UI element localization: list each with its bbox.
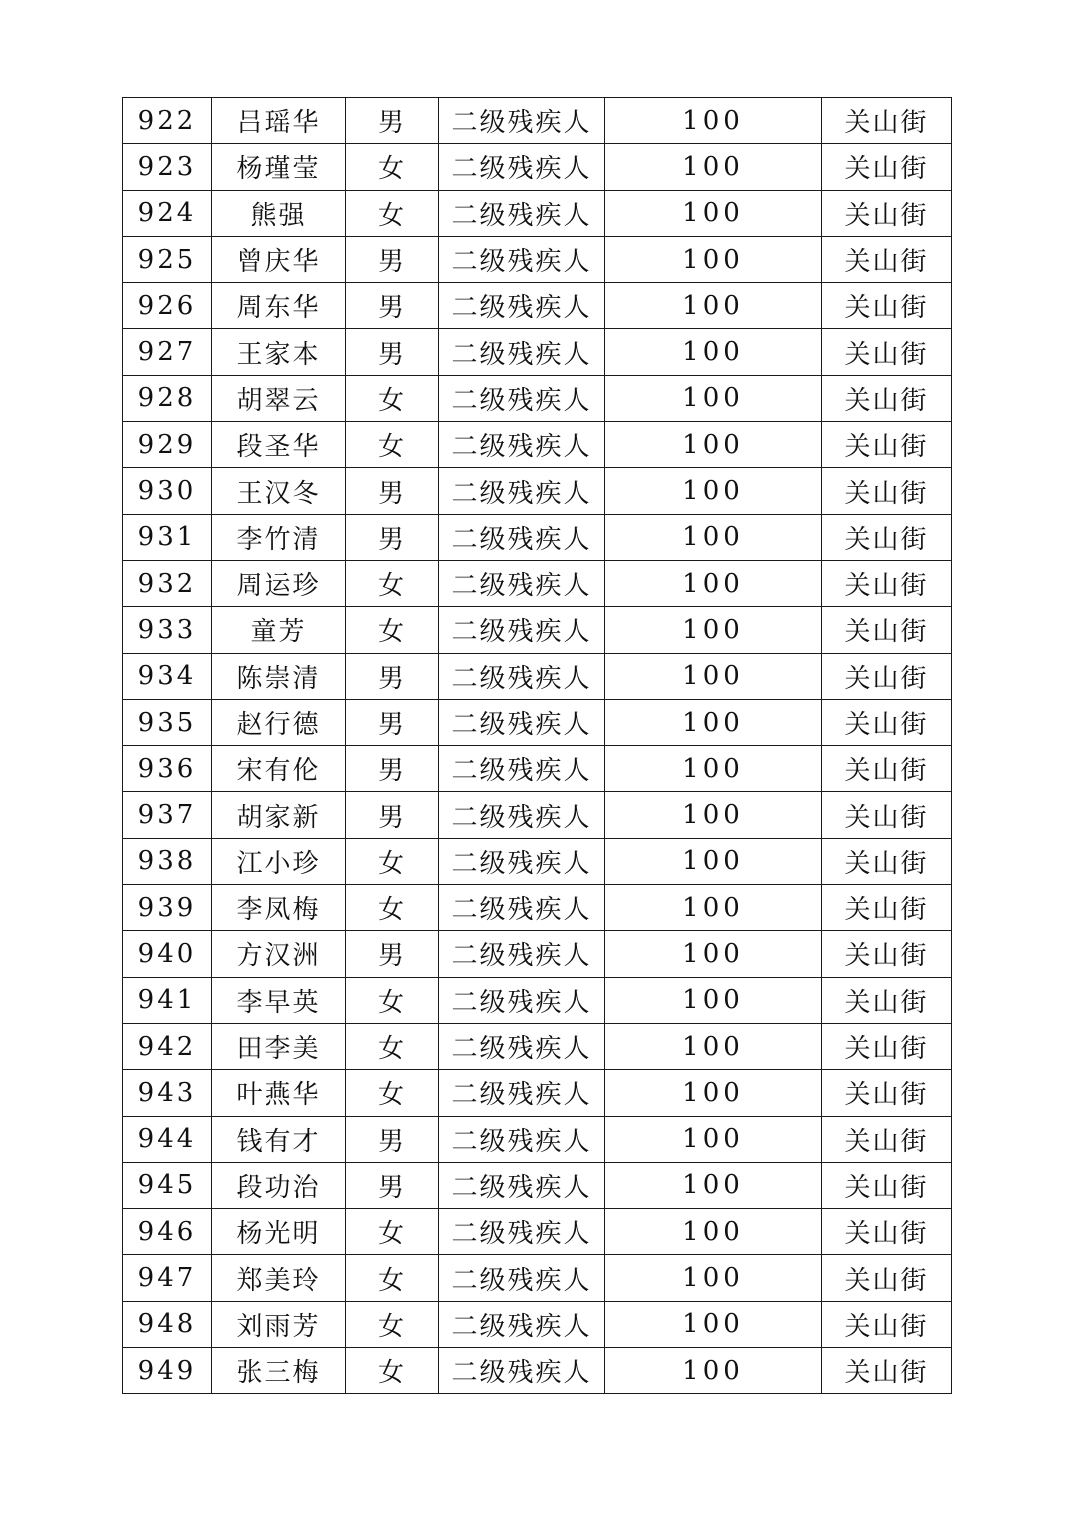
table-row [123,1301,952,1347]
cell-number: 947 [123,1255,212,1301]
cell-amount: 100 [605,236,822,282]
cell-street: 关山街 [822,144,952,190]
cell-amount: 100 [605,885,822,931]
cell-number: 925 [123,236,212,282]
cell-street: 关山街 [822,1301,952,1347]
table-row [123,422,952,468]
cell-number: 922 [123,98,212,144]
cell-category: 二级残疾人 [439,653,605,699]
cell-gender: 女 [346,144,439,190]
cell-amount: 100 [605,283,822,329]
cell-name: 童芳 [212,607,346,653]
cell-gender: 女 [346,1209,439,1255]
cell-category: 二级残疾人 [439,468,605,514]
cell-number: 932 [123,560,212,606]
cell-gender: 男 [346,653,439,699]
cell-gender: 女 [346,885,439,931]
cell-category: 二级残疾人 [439,977,605,1023]
cell-street: 关山街 [822,560,952,606]
cell-name: 刘雨芳 [212,1301,346,1347]
cell-gender: 男 [346,236,439,282]
cell-amount: 100 [605,792,822,838]
cell-category: 二级残疾人 [439,607,605,653]
cell-street: 关山街 [822,329,952,375]
cell-name: 宋有伦 [212,746,346,792]
cell-amount: 100 [605,560,822,606]
cell-street: 关山街 [822,375,952,421]
cell-street: 关山街 [822,1023,952,1069]
cell-name: 李竹清 [212,514,346,560]
cell-name: 王汉冬 [212,468,346,514]
cell-category: 二级残疾人 [439,375,605,421]
cell-street: 关山街 [822,1348,952,1394]
cell-name: 段功治 [212,1162,346,1208]
cell-street: 关山街 [822,236,952,282]
cell-category: 二级残疾人 [439,236,605,282]
cell-amount: 100 [605,838,822,884]
table-row [123,607,952,653]
cell-gender: 女 [346,375,439,421]
cell-street: 关山街 [822,653,952,699]
table-row [123,1023,952,1069]
table-row [123,885,952,931]
cell-gender: 男 [346,1116,439,1162]
cell-street: 关山街 [822,792,952,838]
cell-street: 关山街 [822,283,952,329]
cell-number: 943 [123,1070,212,1116]
cell-number: 949 [123,1348,212,1394]
cell-amount: 100 [605,1162,822,1208]
table-row [123,283,952,329]
cell-amount: 100 [605,1255,822,1301]
cell-street: 关山街 [822,422,952,468]
cell-street: 关山街 [822,514,952,560]
cell-number: 934 [123,653,212,699]
cell-name: 吕瑶华 [212,98,346,144]
cell-gender: 女 [346,1070,439,1116]
cell-category: 二级残疾人 [439,746,605,792]
cell-number: 941 [123,977,212,1023]
table-row [123,792,952,838]
cell-category: 二级残疾人 [439,1023,605,1069]
table-row [123,838,952,884]
cell-amount: 100 [605,468,822,514]
cell-gender: 男 [346,792,439,838]
cell-category: 二级残疾人 [439,1070,605,1116]
cell-amount: 100 [605,329,822,375]
cell-gender: 男 [346,329,439,375]
cell-name: 张三梅 [212,1348,346,1394]
cell-amount: 100 [605,699,822,745]
cell-number: 936 [123,746,212,792]
cell-gender: 女 [346,1255,439,1301]
cell-name: 江小珍 [212,838,346,884]
cell-gender: 男 [346,468,439,514]
table-row [123,931,952,977]
table-row [123,977,952,1023]
cell-gender: 男 [346,514,439,560]
cell-number: 929 [123,422,212,468]
cell-number: 927 [123,329,212,375]
cell-amount: 100 [605,1348,822,1394]
cell-street: 关山街 [822,1116,952,1162]
cell-street: 关山街 [822,885,952,931]
cell-gender: 女 [346,1023,439,1069]
table-row [123,375,952,421]
cell-amount: 100 [605,514,822,560]
cell-amount: 100 [605,375,822,421]
cell-number: 931 [123,514,212,560]
cell-street: 关山街 [822,1209,952,1255]
cell-street: 关山街 [822,699,952,745]
cell-amount: 100 [605,190,822,236]
table-row [123,746,952,792]
cell-gender: 女 [346,838,439,884]
cell-name: 熊强 [212,190,346,236]
cell-number: 942 [123,1023,212,1069]
table-row [123,1209,952,1255]
cell-gender: 女 [346,977,439,1023]
cell-number: 938 [123,838,212,884]
cell-name: 周运珍 [212,560,346,606]
cell-name: 郑美玲 [212,1255,346,1301]
cell-amount: 100 [605,1116,822,1162]
cell-category: 二级残疾人 [439,190,605,236]
cell-gender: 女 [346,1348,439,1394]
cell-category: 二级残疾人 [439,1255,605,1301]
cell-gender: 女 [346,422,439,468]
cell-street: 关山街 [822,1255,952,1301]
cell-name: 陈崇清 [212,653,346,699]
cell-street: 关山街 [822,746,952,792]
cell-category: 二级残疾人 [439,838,605,884]
cell-gender: 男 [346,931,439,977]
table-row [123,98,952,144]
cell-amount: 100 [605,1023,822,1069]
cell-category: 二级残疾人 [439,1348,605,1394]
cell-number: 948 [123,1301,212,1347]
cell-street: 关山街 [822,468,952,514]
cell-name: 赵行德 [212,699,346,745]
table-row [123,699,952,745]
cell-name: 李早英 [212,977,346,1023]
table-row [123,1070,952,1116]
cell-category: 二级残疾人 [439,144,605,190]
cell-category: 二级残疾人 [439,560,605,606]
cell-category: 二级残疾人 [439,422,605,468]
cell-amount: 100 [605,746,822,792]
cell-amount: 100 [605,607,822,653]
cell-name: 叶燕华 [212,1070,346,1116]
cell-number: 944 [123,1116,212,1162]
cell-gender: 女 [346,607,439,653]
table-row [123,329,952,375]
table-row [123,514,952,560]
cell-amount: 100 [605,1301,822,1347]
cell-gender: 女 [346,1301,439,1347]
cell-category: 二级残疾人 [439,1116,605,1162]
cell-number: 928 [123,375,212,421]
cell-name: 王家本 [212,329,346,375]
cell-amount: 100 [605,144,822,190]
cell-amount: 100 [605,98,822,144]
cell-name: 钱有才 [212,1116,346,1162]
cell-number: 946 [123,1209,212,1255]
cell-gender: 男 [346,98,439,144]
cell-street: 关山街 [822,931,952,977]
cell-category: 二级残疾人 [439,885,605,931]
cell-name: 胡家新 [212,792,346,838]
cell-gender: 男 [346,1162,439,1208]
cell-amount: 100 [605,1070,822,1116]
cell-number: 926 [123,283,212,329]
cell-name: 曾庆华 [212,236,346,282]
cell-name: 方汉洲 [212,931,346,977]
cell-name: 李凤梅 [212,885,346,931]
cell-street: 关山街 [822,607,952,653]
cell-category: 二级残疾人 [439,1209,605,1255]
cell-gender: 男 [346,283,439,329]
cell-name: 段圣华 [212,422,346,468]
cell-category: 二级残疾人 [439,699,605,745]
cell-name: 周东华 [212,283,346,329]
cell-amount: 100 [605,931,822,977]
cell-category: 二级残疾人 [439,1162,605,1208]
cell-name: 胡翠云 [212,375,346,421]
cell-number: 935 [123,699,212,745]
cell-number: 937 [123,792,212,838]
cell-category: 二级残疾人 [439,329,605,375]
cell-name: 杨瑾莹 [212,144,346,190]
table-row [123,1255,952,1301]
recipients-table [122,97,952,1394]
cell-gender: 男 [346,746,439,792]
cell-name: 杨光明 [212,1209,346,1255]
cell-amount: 100 [605,422,822,468]
cell-street: 关山街 [822,190,952,236]
cell-name: 田李美 [212,1023,346,1069]
cell-street: 关山街 [822,977,952,1023]
cell-gender: 女 [346,190,439,236]
cell-category: 二级残疾人 [439,792,605,838]
cell-number: 933 [123,607,212,653]
cell-number: 924 [123,190,212,236]
cell-category: 二级残疾人 [439,931,605,977]
table-row [123,468,952,514]
table-row [123,236,952,282]
cell-number: 930 [123,468,212,514]
cell-category: 二级残疾人 [439,1301,605,1347]
table-row [123,144,952,190]
cell-number: 939 [123,885,212,931]
cell-gender: 男 [346,699,439,745]
cell-category: 二级残疾人 [439,514,605,560]
cell-gender: 女 [346,560,439,606]
cell-category: 二级残疾人 [439,98,605,144]
table-row [123,190,952,236]
table-row [123,1116,952,1162]
cell-amount: 100 [605,653,822,699]
cell-street: 关山街 [822,1070,952,1116]
table-row [123,560,952,606]
cell-amount: 100 [605,977,822,1023]
table-row [123,653,952,699]
cell-number: 923 [123,144,212,190]
table-row [123,1162,952,1208]
table-row [123,1348,952,1394]
cell-number: 940 [123,931,212,977]
cell-amount: 100 [605,1209,822,1255]
cell-category: 二级残疾人 [439,283,605,329]
cell-street: 关山街 [822,98,952,144]
table-body [123,98,952,1394]
cell-number: 945 [123,1162,212,1208]
cell-street: 关山街 [822,838,952,884]
cell-street: 关山街 [822,1162,952,1208]
